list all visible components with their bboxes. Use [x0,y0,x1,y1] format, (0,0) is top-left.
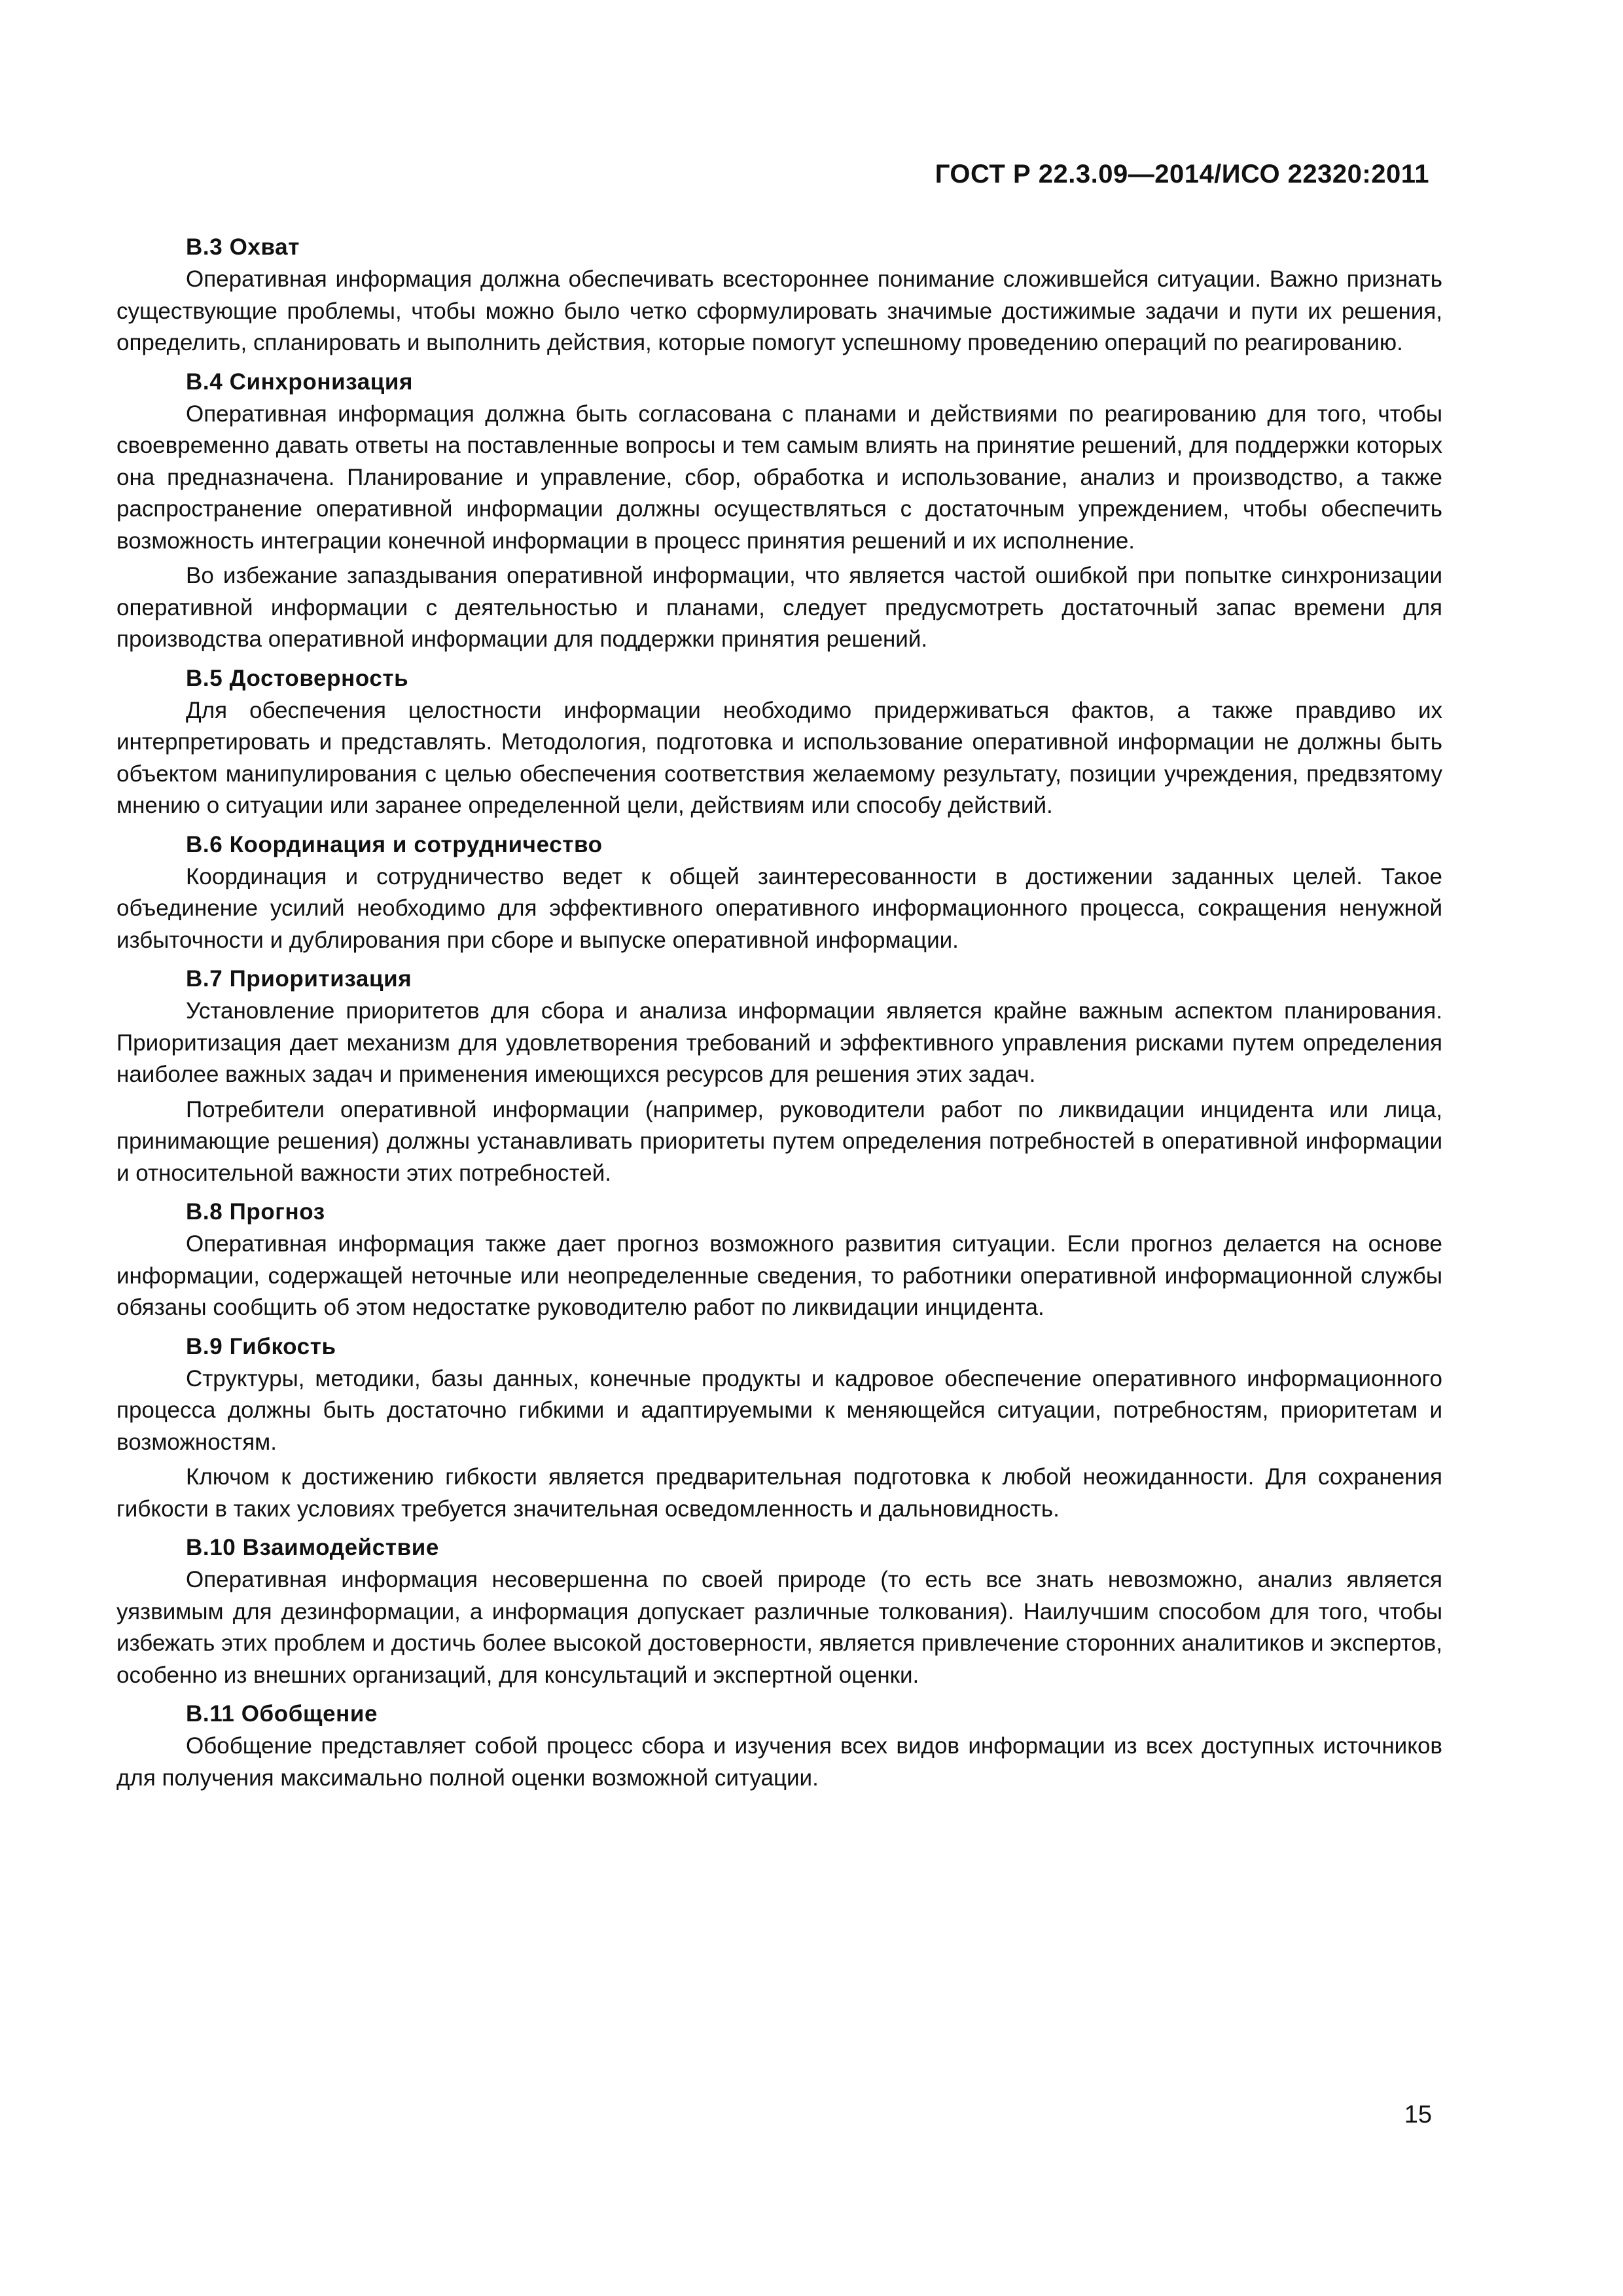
document-standard-id: ГОСТ Р 22.3.09—2014/ИСО 22320:2011 [935,160,1429,188]
page-number: 15 [1404,2101,1432,2128]
section-b4 [116,365,1442,656]
section-heading: B.6 Координация и сотрудничество [186,831,603,857]
section-b6 [116,828,1442,957]
section-b11 [116,1697,1442,1794]
section-heading: B.10 Взаимодействие [186,1535,439,1560]
section-paragraph: Во избежание запаздывания оперативной информации, что является частой ошибкой при попытке синхронизации оперативной информации с деятельностью и планами, следует предусмотреть достаточный запас времени для производства оперативной информации для поддержки принятия решений. [116,563,1442,652]
section-paragraph: Оперативная информация должна обеспечивать всестороннее понимание сложившейся ситуации. Важно признать существующие проблемы, чтобы можно было четко сформулировать значимые достижимые задачи и пути их решения, определить, спланировать и выполнить действия, которые помогут успешному проведению операций по реагированию. [116,266,1442,355]
section-paragraph: Оперативная информация должна быть согласована с планами и действиями по реагированию для того, чтобы своевременно давать ответы на поставленные вопросы и тем самым влиять на принятие решений, для поддержки которых она предназначена. Планирование и управление, сбор, обработка и использование, анализ и производство, а также распространение оперативной информации должны осуществляться с достаточным упреждением, чтобы обеспечить возможность интеграции конечной информации в процесс принятия решений и их исполнение. [116,401,1442,554]
section-b5 [116,662,1442,822]
section-paragraph: Потребители оперативной информации (например, руководители работ по ликвидации инцидента или лица, принимающие решения) должны устанавливать приоритеты путем определения потребностей в оперативной информации и относительной важности этих потребностей. [116,1096,1442,1186]
section-paragraph: Оперативная информация несовершенна по своей природе (то есть все знать невозможно, анализ является уязвимым для дезинформации, а информация допускает различные толкования). Наилучшим способом для того, чтобы избежать этих проблем и достичь более высокой достоверности, является привлечение сторонних аналитиков и экспертов, особенно из внешних организаций, для консультаций и экспертной оценки. [116,1567,1442,1688]
section-paragraph: Обобщение представляет собой процесс сбора и изучения всех видов информации из всех доступных источников для получения максимально полной оценки возможной ситуации. [116,1733,1442,1791]
section-heading: B.3 Охват [186,234,300,260]
section-b7 [116,962,1442,1189]
section-paragraph: Для обеспечения целостности информации необходимо придерживаться фактов, а также правдиво их интерпретировать и представлять. Методология, подготовка и использование оперативной информации не должны быть объектом манипулирования с целью обеспечения соответствия желаемому результату, позиции учреждения, предвзятому мнению о ситуации или заранее определенной цели, действиям или способу действий. [116,697,1442,818]
document-body [116,230,1442,1800]
section-heading: B.5 Достоверность [186,665,409,691]
section-b10 [116,1531,1442,1691]
section-paragraph: Установление приоритетов для сбора и анализа информации является крайне важным аспектом планирования. Приоритизация дает механизм для удовлетворения требований и эффективного управления рисками путем определения наиболее важных задач и применения имеющихся ресурсов для решения этих задач. [116,998,1442,1087]
section-paragraph: Структуры, методики, базы данных, конечные продукты и кадровое обеспечение оперативного информационного процесса должны быть достаточно гибкими и адаптируемыми к меняющейся ситуации, потребностям, приоритетам и возможностям. [116,1365,1442,1455]
section-heading: B.4 Синхронизация [186,368,414,395]
section-heading: B.7 Приоритизация [186,966,412,992]
section-heading: B.8 Прогноз [186,1199,325,1225]
section-paragraph: Оперативная информация также дает прогноз возможного развития ситуации. Если прогноз делается на основе информации, содержащей неточные или неопределенные сведения, то работники оперативной информационной службы обязаны сообщить об этом недостатке руководителю работ по ликвидации инцидента. [116,1231,1442,1320]
section-b8 [116,1195,1442,1324]
section-heading: B.11 Обобщение [186,1701,378,1727]
section-b9 [116,1330,1442,1526]
section-paragraph: Координация и сотрудничество ведет к общей заинтересованности в достижении заданных целей. Такое объединение усилий необходимо для эффективного оперативного информационного процесса, сокращения ненужной избыточности и дублирования при сборе и выпуске оперативной информации. [116,863,1442,953]
section-paragraph: Ключом к достижению гибкости является предварительная подготовка к любой неожиданности. Для сохранения гибкости в таких условиях требуется значительная осведомленность и дальновидность. [116,1464,1442,1522]
section-heading: B.9 Гибкость [186,1333,336,1359]
section-b3 [116,230,1442,359]
